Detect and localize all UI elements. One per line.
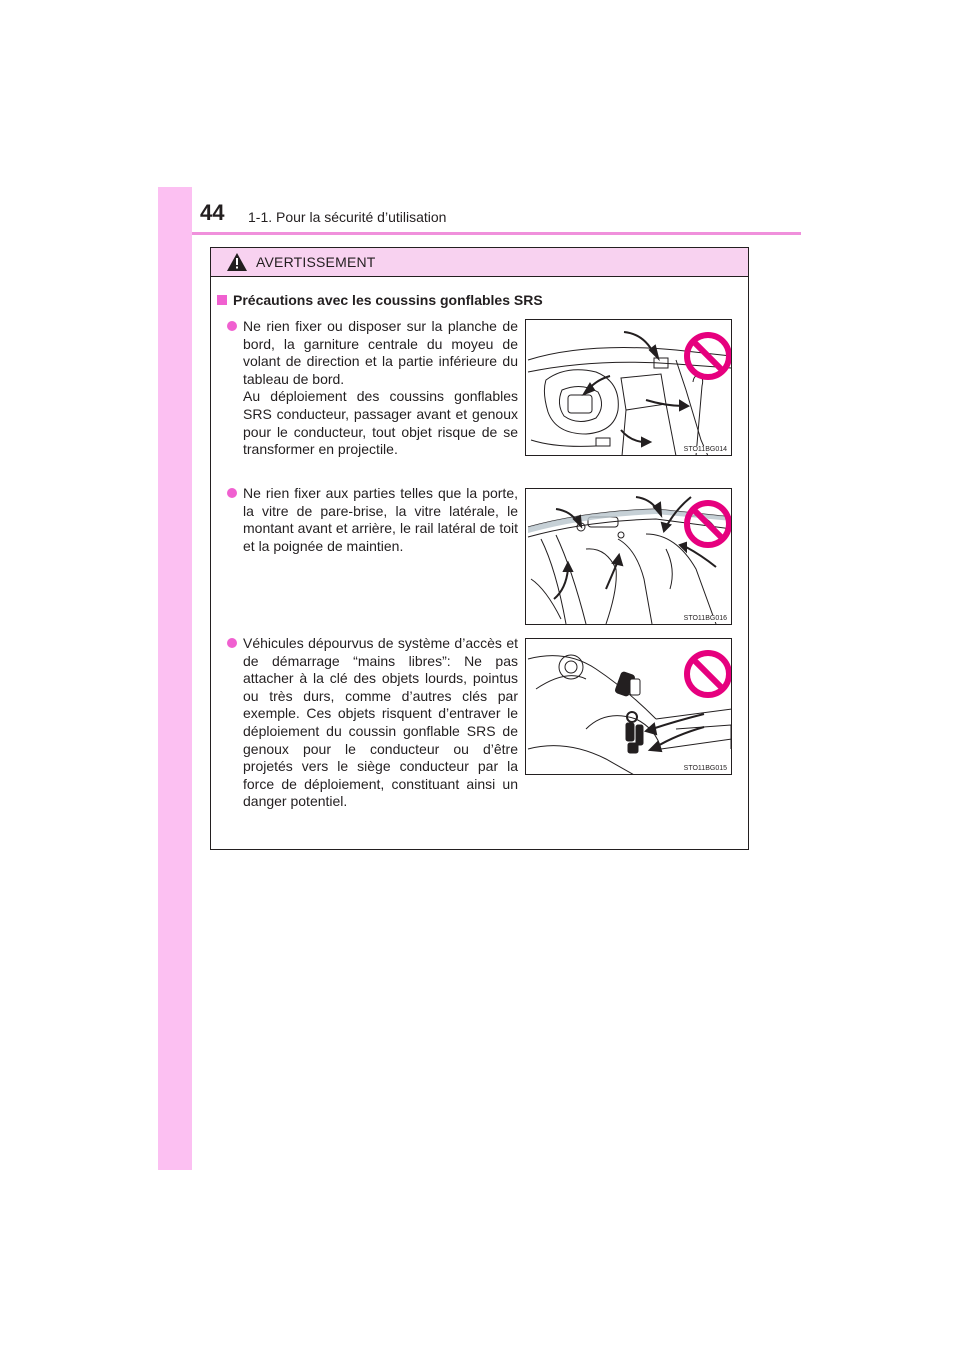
warning-triangle-icon bbox=[227, 253, 247, 271]
warning-item-pillars bbox=[227, 485, 522, 555]
cabin-drawing bbox=[526, 489, 732, 625]
illustration-pillars bbox=[525, 488, 732, 625]
warning-item-text: Véhicules dépourvus de système d’accès et de démarrage “mains libres”: Ne pas attacher à la clé des objets lourds, pointus ou très durs, comme d’autres clés par exemple. Ces objets risquent d’entraver le déploiement du coussin gonflable SRS de genoux pour le conducteur ou d’être projetés vers le siège conducteur par la force de déploiement, constituant ainsi un danger potentiel. bbox=[243, 635, 518, 810]
warning-box bbox=[210, 247, 749, 850]
page-number: 44 bbox=[200, 200, 225, 225]
warning-header bbox=[211, 248, 748, 277]
warning-label: AVERTISSEMENT bbox=[256, 254, 376, 270]
warning-item-text: Ne rien fixer aux parties telles que la porte, la vitre de pare-brise, la vitre latérale, le montant avant et arrière, le rail latéral de toit et la poignée de maintien. bbox=[243, 485, 518, 554]
ignition-key-drawing bbox=[526, 639, 732, 775]
dashboard-drawing bbox=[526, 320, 732, 456]
chapter-tab-sidebar bbox=[158, 187, 192, 1170]
illustration-keys bbox=[525, 638, 732, 775]
warning-item-keys bbox=[227, 635, 522, 811]
prohibited-icon bbox=[687, 335, 729, 377]
warning-item-dashboard bbox=[227, 318, 522, 459]
warning-item-text: Ne rien fixer ou disposer sur la planche de bord, la garniture centrale du moyeu de volant de direction et la partie inférieure du tableau de bord. Au déploiement des coussins gonflables SRS conducteur, passager avant et genoux pour le conducteur, tout objet risque de se transformer en projectile. bbox=[243, 318, 518, 458]
warning-heading bbox=[217, 292, 543, 308]
header-rule bbox=[192, 232, 801, 235]
illustration-code: STO11BG016 bbox=[683, 615, 727, 622]
illustration-code: STO11BG015 bbox=[683, 765, 727, 772]
warning-heading-text: Précautions avec les coussins gonflables SRS bbox=[233, 292, 543, 308]
illustration-dashboard bbox=[525, 319, 732, 456]
round-bullet-icon bbox=[227, 488, 237, 498]
square-bullet-icon bbox=[217, 295, 227, 305]
section-title: 1-1. Pour la sécurité d’utilisation bbox=[248, 209, 447, 225]
prohibited-icon bbox=[687, 653, 729, 695]
round-bullet-icon bbox=[227, 638, 237, 648]
round-bullet-icon bbox=[227, 321, 237, 331]
illustration-code: STO11BG014 bbox=[683, 446, 727, 453]
